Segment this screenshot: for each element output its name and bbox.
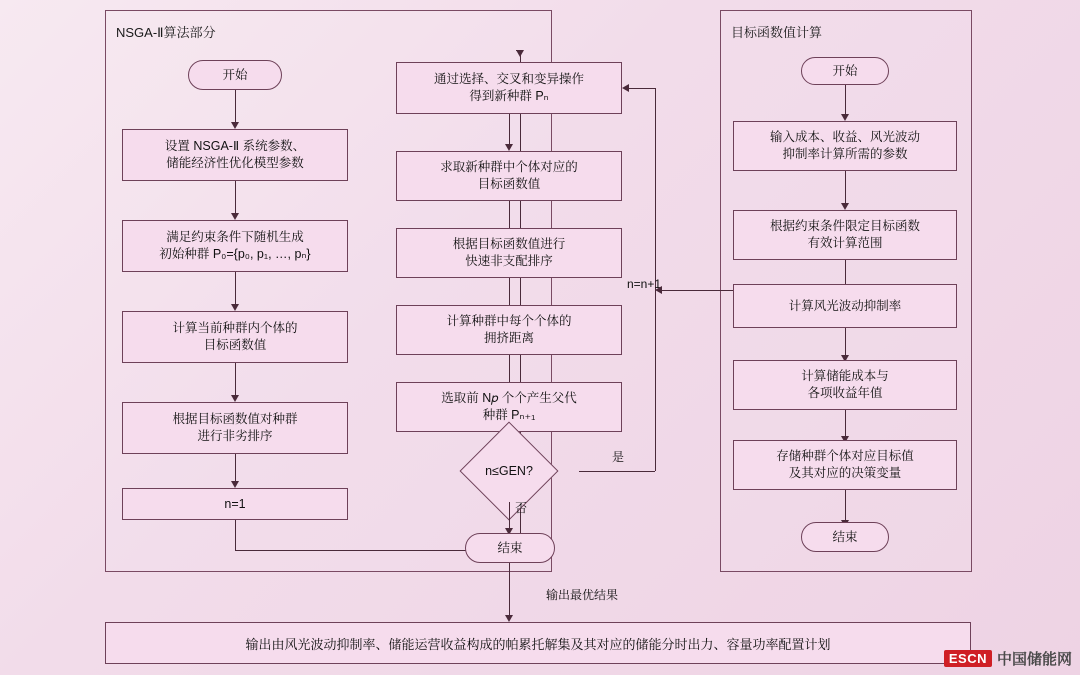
right-step-4	[733, 360, 957, 410]
edge-left-5-arrow	[231, 481, 239, 488]
mid-step-2	[396, 151, 622, 201]
edge-left-4-arrow	[231, 395, 239, 402]
watermark-badge: ESCN	[944, 650, 992, 667]
edge-left-3-arrow	[231, 304, 239, 311]
panel-nsga-title: NSGA-Ⅱ算法部分	[116, 25, 216, 40]
right-start: 开始	[801, 57, 889, 85]
left-step-3-line1: 计算当前种群内个体的	[172, 321, 298, 336]
edge-left-4	[235, 363, 236, 395]
edge-right-5	[845, 410, 846, 436]
edge-yes-h	[579, 471, 655, 472]
right-step-5-line1: 存储种群个体对应目标值	[776, 449, 914, 464]
right-step-3: 计算风光波动抑制率	[733, 284, 957, 328]
mid-step-5-line2: 种群 Pₙ₊₁	[482, 408, 536, 422]
edge-right-6	[845, 490, 846, 520]
mid-step-4-line1: 计算种群中每个个体的	[446, 314, 572, 329]
edge-yes-label: 是	[612, 450, 625, 464]
edge-loop-label: n=n+1	[627, 277, 662, 291]
mid-end: 结束	[465, 533, 555, 563]
left-step-1	[122, 129, 348, 181]
left-step-2-line1: 满足约束条件下随机生成	[166, 230, 304, 245]
mid-step-2-line2: 目标函数值	[477, 177, 541, 191]
edge-right-1-arrow	[841, 114, 849, 121]
left-step-5: n=1	[122, 488, 348, 520]
mid-step-1-line2: 得到新种群 Pₙ	[469, 89, 549, 103]
right-step-2-line2: 有效计算范围	[807, 236, 883, 250]
edge-yes-h2	[628, 88, 655, 89]
right-step-5	[733, 440, 957, 490]
mid-step-3-line2: 快速非支配排序	[465, 254, 553, 268]
right-end: 结束	[801, 522, 889, 552]
left-start: 开始	[188, 60, 282, 90]
final-output-box: 输出由风光波动抑制率、储能运营收益构成的帕累托解集及其对应的储能分时出力、容量功率配置计划	[105, 622, 971, 664]
edge-left-to-mid-v1	[235, 520, 236, 550]
edge-mid-1-arrow	[505, 144, 513, 151]
edge-left-2	[235, 181, 236, 213]
watermark-text: 中国储能网	[996, 651, 1072, 668]
edge-left-1	[235, 90, 236, 122]
mid-step-1	[396, 62, 622, 114]
edge-left-3	[235, 272, 236, 304]
edge-right-to-mid-arrow	[655, 286, 662, 294]
mid-decision-label: n≤GEN?	[485, 464, 533, 478]
left-step-1-line2: 储能经济性优化模型参数	[166, 156, 304, 170]
mid-step-4-line2: 拥挤距离	[483, 331, 534, 345]
edge-no-v	[509, 502, 510, 528]
watermark	[944, 648, 1072, 669]
edge-left-1-arrow	[231, 122, 239, 129]
right-step-5-line2: 及其对应的决策变量	[788, 466, 902, 480]
edge-output-v	[509, 563, 510, 615]
edge-output-arrow	[505, 615, 513, 622]
mid-step-2-line1: 求取新种群中个体对应的	[440, 160, 578, 175]
edge-left-to-mid-arrow	[516, 50, 524, 57]
edge-output-label: 输出最优结果	[546, 588, 619, 602]
right-step-1-line1: 输入成本、收益、风光波动	[769, 130, 920, 145]
right-step-1	[733, 121, 957, 171]
edge-right-4	[845, 328, 846, 355]
left-step-3	[122, 311, 348, 363]
right-step-2	[733, 210, 957, 260]
left-step-3-line2: 目标函数值	[203, 338, 267, 352]
edge-mid-top-h	[516, 50, 522, 51]
panel-objective-title: 目标函数值计算	[731, 25, 823, 40]
edge-right-3	[845, 260, 846, 284]
edge-mid-3	[509, 278, 510, 305]
left-step-2-line2: 初始种群 P₀={p₀, p₁, …, pₙ}	[159, 247, 311, 261]
edge-left-5	[235, 454, 236, 481]
edge-no-label: 否	[515, 501, 528, 515]
left-step-2	[122, 220, 348, 272]
mid-step-3-line1: 根据目标函数值进行	[452, 237, 566, 252]
edge-right-1	[845, 85, 846, 114]
right-step-1-line2: 抑制率计算所需的参数	[782, 147, 908, 161]
left-step-4-line1: 根据目标函数值对种群	[172, 412, 298, 427]
mid-decision	[434, 440, 584, 502]
right-step-2-line1: 根据约束条件限定目标函数	[769, 219, 920, 234]
mid-step-5-line1: 选取前 N𝑝 个个产生父代	[441, 391, 577, 406]
right-step-4-line1: 计算储能成本与	[801, 369, 889, 384]
left-step-4-line2: 进行非劣排序	[197, 429, 273, 443]
edge-mid-1	[509, 114, 510, 144]
mid-step-3	[396, 228, 622, 278]
left-step-4	[122, 402, 348, 454]
right-step-4-line2: 各项收益年值	[807, 386, 883, 400]
mid-step-4	[396, 305, 622, 355]
edge-yes-arrow	[622, 84, 629, 92]
edge-right-to-mid-h	[661, 290, 733, 291]
left-step-1-line1: 设置 NSGA-Ⅱ 系统参数、	[164, 139, 306, 154]
edge-left-2-arrow	[231, 213, 239, 220]
edge-mid-4	[509, 355, 510, 382]
edge-mid-2	[509, 201, 510, 228]
mid-step-1-line1: 通过选择、交叉和变异操作	[433, 72, 584, 87]
edge-right-2-arrow	[841, 203, 849, 210]
edge-right-2	[845, 171, 846, 203]
